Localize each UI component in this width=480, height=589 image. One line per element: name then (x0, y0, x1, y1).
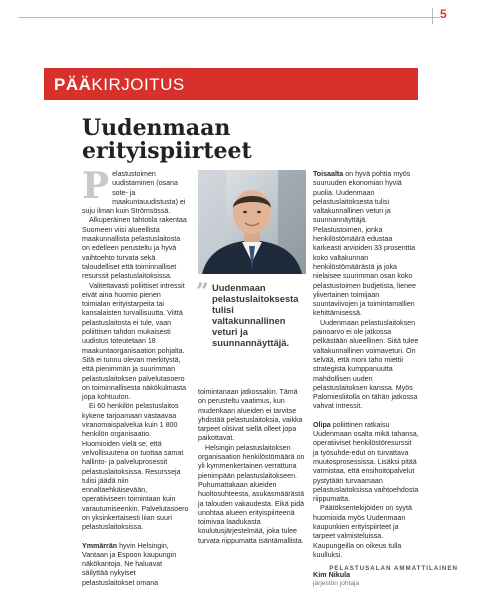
paragraph: Päätöksentekijöiden on syytä huomioida myös Uudenmaan kaupunkien erityispiirteet ja tarpeet valmisteluissa. Kaupungeilla on oikeus tulla kuulluksi. (313, 504, 412, 559)
signature-role: järjestön johtaja (313, 580, 360, 588)
page-number-divider (432, 8, 433, 24)
paragraph-text: elastustoimen uudistaminen (osana sote- ja maakuntauudistusta) ei suju ilman kuin Strömsössä. (82, 170, 186, 216)
paragraph: Valitettavasti poliittiset intressit eivät aina huomio pienen toimialan erityistarpeita tai kansalaisten turvallisuutta. Viittä pelastuslaitosta ei tule, vaan poliittisen tahdon mukaisesti uudistus toteutetaan 18 maakuntaorganisaation pohjalta. Sitä ei tunnu olevan merkitystä, että pienimmän ja suurimman pelastuslaitoksen palvelutasoero on toiminnallisesta näkökulmasta jopa kohtuuton. (82, 281, 187, 402)
paragraph (313, 170, 419, 319)
quote-mark-icon: ” (196, 279, 209, 305)
paragraph: toimintanaan jatkossakin. Tämä on perusteltu vaatimus, kun mudenkaan alueiden ei tarvitse yhdistää pelastuslaitoksia, vaikka tarpeet olisivat siellä olleet jopa paikottavat. (198, 388, 303, 443)
paragraph (313, 421, 419, 505)
paragraph: Alkuperäinen tahtotila rakentaa Suomeen viisi alueellista maakunnallista pelastuslaitosta on edelleen perusteltu ja hyvä vaihtoehto turvata sekä taloudelliset että toiminnalliset resurssit pelastuslaitoksissa. (82, 216, 187, 281)
header-rule (18, 17, 440, 18)
section-label-bold: PÄÄ (54, 75, 92, 94)
paragraph (82, 542, 189, 588)
lead-word: Ymmärrän (82, 541, 118, 550)
page-number: 5 (440, 7, 447, 21)
section-banner (44, 68, 418, 100)
pull-quote-text: Uudenmaan pelastuslaitoksesta tulisi valtakunnallinen veturi ja suunnannäyttäjä. (212, 282, 299, 348)
paragraph-text: hyvin Helsingin, Vantaan ja Espoon kaupungin näkökantoja. Ne haluavat säilyttää nykyiset pelastuslaitokset omana (82, 541, 177, 587)
paragraph: Helsingin pelastuslaitoksen organisaation henkilöstömäärä on yli kymmenkertainen verrattuna pienimpään pelastuslaitokseen. Puhumattakaan alueiden huoltosuhteesta, asukasmäärästä ja talouden vakaudesta. Eikä pidä unohtaa alueen erityispiirteenä toimivaa laadukasta koulutusjärjestelmää, joka tulee turvata riippumatta isäntämallista. (198, 443, 305, 545)
paragraph (82, 165, 189, 216)
author-photo (198, 170, 306, 274)
paragraph-text: poliittinen ratkaisu Uudenmaan osalta mikä tahansa, operatiiviset henkilöstöresurssit ja työsuhde-edut on turvattava muutosprosessissa. Lisäksi pitää varmistaa, että ensihoitopalvelut pystytään turvaamaan pelastuslaitoksissa vaihtoehdosta riippumatta. (313, 420, 419, 504)
article-column-2 (198, 388, 305, 546)
section-label (54, 75, 185, 95)
paragraph: Ei 60 henkilön pelastuslaitos kykene tarjoamaan vastaavaa viranomaispalvelua kuin 1 800 henkilön organisaatio. Huomioiden vielä se, että velvollisuutena on tuottaa samat hallinto- ja palveluprosessit pelastuslaitoksissa. Resursseja tulisi jäädä niin ennaltaehkäisevään, operatiiviseen toimintaan kuin varautumiseenkin. Palvelutasoero on yksinkertaisesti liian suuri pelastuslaitoksissa. (82, 402, 189, 532)
paragraph: Uudenmaan pelastuslaitoksen painoarvo ei ole jatkossa pelkästään alueellinen. Siitä tulee valtakunnallinen voimaveturi. On selvää, että moni taho miettii strategista kumppanuutta mahdollisen uuden pelastuslaitoksen kanssa. Myös Palomiesliitolla on tähän jatkossa vahvat intressit. (313, 318, 419, 411)
article-column-3 (313, 170, 419, 589)
paragraph-text: on hyvä pohtia myös suuruuden ekonomian hyviä puolia. Uudenmaan pelastuslaitoksesta tulisi valtakunnallinen veturi ja suunnannäyttäjä. Pelastustoimen, jonka henkilöstömäärä edustaa karkeasti arvioiden 33 prosenttia koko valtakunnan henkilöstömäärästä ja joka nielaisee suurimman osan koko pelastustoimen budjetista, lienee ylivertainen toimijaan suuntaviivojen ja toimintamallien kehittämisessä. (313, 170, 416, 318)
article-title: Uudenmaan erityispiirteet (82, 115, 252, 164)
lead-word: Toisaalta (313, 170, 344, 178)
footer-publication-name: PELASTUSALAN AMMATTILAINEN (329, 565, 458, 572)
lead-word: Olipa (313, 420, 331, 429)
signature (313, 570, 419, 589)
section-label-regular: KIRJOITUS (91, 75, 185, 94)
article-column-1 (82, 165, 189, 588)
portrait-image (198, 170, 306, 274)
signature-name: Kim Nikula (313, 570, 351, 580)
drop-cap: P (82, 165, 110, 207)
